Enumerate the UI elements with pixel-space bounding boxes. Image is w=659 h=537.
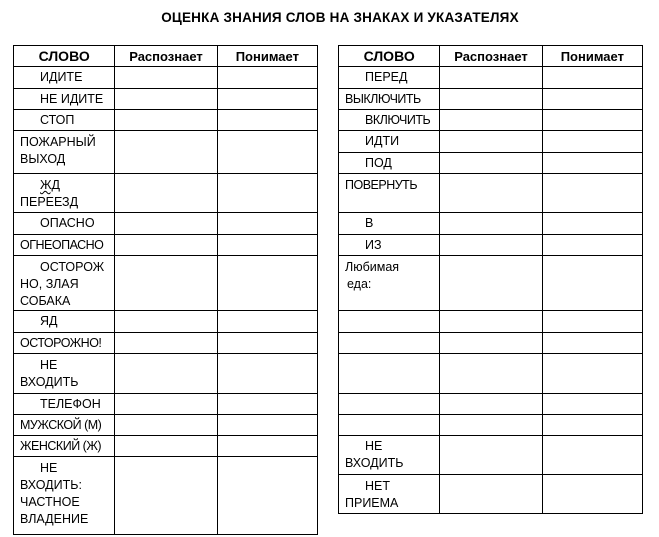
table-row xyxy=(339,67,643,89)
word-cell xyxy=(339,256,440,311)
recognizes-cell[interactable] xyxy=(440,436,542,475)
understands-cell[interactable] xyxy=(217,354,317,394)
header-understands: Понимает xyxy=(217,46,317,67)
word-cell: ИЗ xyxy=(339,235,440,256)
recognizes-cell[interactable] xyxy=(115,394,217,415)
word-cell: СТОП xyxy=(14,110,115,131)
word-cell: ИДТИ xyxy=(339,131,440,153)
word-cell: ОГНЕОПАСНО xyxy=(14,235,115,256)
word-cell: ВКЛЮЧИТЬ xyxy=(339,110,440,131)
table-row xyxy=(339,333,643,354)
word-line: ОСТОРОЖ xyxy=(40,260,105,274)
word-line: ВХОДИТЬ: xyxy=(20,478,82,492)
word-line: еда: xyxy=(347,277,372,291)
table-row xyxy=(339,174,643,213)
understands-cell[interactable] xyxy=(542,131,642,153)
understands-cell[interactable] xyxy=(542,475,642,514)
word-line: ЧАСТНОЕ xyxy=(20,495,80,509)
word-cell xyxy=(14,174,115,213)
understands-cell[interactable] xyxy=(542,174,642,213)
word-cell: ЯД xyxy=(14,311,115,333)
understands-cell[interactable] xyxy=(217,131,317,174)
table-row xyxy=(339,475,643,514)
recognizes-cell[interactable] xyxy=(440,311,542,333)
word-cell: В xyxy=(339,213,440,235)
word-line: ПЕРЕЕЗД xyxy=(20,195,79,209)
word-line: Любимая xyxy=(345,260,400,274)
table-row xyxy=(14,213,318,235)
understands-cell[interactable] xyxy=(542,311,642,333)
understands-cell[interactable] xyxy=(542,354,642,394)
table-row xyxy=(14,333,318,354)
word-line: ЖД xyxy=(40,178,61,192)
table-row xyxy=(14,457,318,535)
word-cell[interactable] xyxy=(339,354,440,394)
table-row xyxy=(339,311,643,333)
recognizes-cell[interactable] xyxy=(440,475,542,514)
understands-cell[interactable] xyxy=(217,457,317,535)
word-cell: ПЕРЕД xyxy=(339,67,440,89)
word-cell: ВЫКЛЮЧИТЬ xyxy=(339,89,440,110)
header-word: СЛОВО xyxy=(339,46,440,67)
understands-cell[interactable] xyxy=(542,153,642,174)
word-cell xyxy=(14,256,115,311)
word-cell: ЖЕНСКИЙ (Ж) xyxy=(14,436,115,457)
understands-cell[interactable] xyxy=(217,333,317,354)
word-cell xyxy=(14,457,115,535)
table-row xyxy=(339,354,643,394)
word-cell: ОСТОРОЖНО! xyxy=(14,333,115,354)
word-line: ВЫХОД xyxy=(20,152,66,166)
table-row xyxy=(339,213,643,235)
word-line: НЕ xyxy=(40,358,58,372)
table-row xyxy=(339,394,643,415)
recognizes-cell[interactable] xyxy=(115,436,217,457)
recognizes-cell[interactable] xyxy=(115,354,217,394)
word-cell: НЕ ИДИТЕ xyxy=(14,89,115,110)
table-row xyxy=(14,256,318,311)
header-recognizes: Распознает xyxy=(440,46,542,67)
recognizes-cell[interactable] xyxy=(115,235,217,256)
understands-cell[interactable] xyxy=(217,415,317,436)
understands-cell[interactable] xyxy=(217,394,317,415)
recognizes-cell[interactable] xyxy=(440,131,542,153)
recognizes-cell[interactable] xyxy=(440,333,542,354)
header-recognizes: Распознает xyxy=(115,46,217,67)
recognizes-cell[interactable] xyxy=(115,174,217,213)
table-row xyxy=(339,415,643,436)
word-line: ВЛАДЕНИЕ xyxy=(20,512,89,526)
recognizes-cell[interactable] xyxy=(440,213,542,235)
understands-cell[interactable] xyxy=(542,415,642,436)
word-cell: ОПАСНО xyxy=(14,213,115,235)
understands-cell[interactable] xyxy=(217,174,317,213)
understands-cell[interactable] xyxy=(217,89,317,110)
word-cell xyxy=(339,475,440,514)
word-cell xyxy=(14,354,115,394)
table-row xyxy=(14,415,318,436)
word-cell: ТЕЛЕФОН xyxy=(14,394,115,415)
table-row xyxy=(14,235,318,256)
word-line: ВХОДИТЬ xyxy=(20,375,79,389)
word-line: ВХОДИТЬ xyxy=(345,456,404,470)
left-word-table xyxy=(13,45,318,535)
word-line: ПОЖАРНЫЙ xyxy=(20,135,96,149)
table-row xyxy=(14,67,318,89)
recognizes-cell[interactable] xyxy=(115,110,217,131)
table-row xyxy=(14,131,318,174)
recognizes-cell[interactable] xyxy=(115,333,217,354)
recognizes-cell[interactable] xyxy=(115,415,217,436)
word-cell: ИДИТЕ xyxy=(14,67,115,89)
recognizes-cell[interactable] xyxy=(115,256,217,311)
table-row xyxy=(14,394,318,415)
recognizes-cell[interactable] xyxy=(115,131,217,174)
table-row xyxy=(14,436,318,457)
table-row xyxy=(14,174,318,213)
understands-cell[interactable] xyxy=(217,213,317,235)
right-word-table xyxy=(338,45,643,514)
word-cell[interactable] xyxy=(339,311,440,333)
table-row xyxy=(14,311,318,333)
table-row xyxy=(14,354,318,394)
recognizes-cell[interactable] xyxy=(440,153,542,174)
word-line: СОБАКА xyxy=(20,294,71,308)
understands-cell[interactable] xyxy=(542,89,642,110)
understands-cell[interactable] xyxy=(217,67,317,89)
understands-cell[interactable] xyxy=(217,311,317,333)
recognizes-cell[interactable] xyxy=(440,89,542,110)
table-row xyxy=(339,256,643,311)
recognizes-cell[interactable] xyxy=(440,110,542,131)
understands-cell[interactable] xyxy=(217,235,317,256)
word-line: НЕ xyxy=(40,461,58,475)
recognizes-cell[interactable] xyxy=(440,415,542,436)
word-cell xyxy=(339,436,440,475)
table-header-row xyxy=(339,46,643,67)
understands-cell[interactable] xyxy=(217,110,317,131)
table-row xyxy=(339,153,643,174)
recognizes-cell[interactable] xyxy=(440,67,542,89)
word-line: НЕТ xyxy=(365,479,390,493)
recognizes-cell[interactable] xyxy=(115,67,217,89)
recognizes-cell[interactable] xyxy=(440,256,542,311)
understands-cell[interactable] xyxy=(542,213,642,235)
recognizes-cell[interactable] xyxy=(115,457,217,535)
table-row xyxy=(339,131,643,153)
recognizes-cell[interactable] xyxy=(115,89,217,110)
understands-cell[interactable] xyxy=(542,333,642,354)
word-cell[interactable] xyxy=(339,333,440,354)
table-row xyxy=(14,89,318,110)
table-row xyxy=(339,110,643,131)
understands-cell[interactable] xyxy=(542,110,642,131)
understands-cell[interactable] xyxy=(542,394,642,415)
understands-cell[interactable] xyxy=(542,256,642,311)
word-cell: МУЖСКОЙ (М) xyxy=(14,415,115,436)
recognizes-cell[interactable] xyxy=(440,354,542,394)
word-cell: ПОВЕРНУТЬ xyxy=(339,174,440,213)
word-line: НЕ xyxy=(365,439,383,453)
header-word: СЛОВО xyxy=(14,46,115,67)
recognizes-cell[interactable] xyxy=(115,311,217,333)
understands-cell[interactable] xyxy=(542,436,642,475)
table-row xyxy=(339,89,643,110)
understands-cell[interactable] xyxy=(542,67,642,89)
word-cell[interactable] xyxy=(339,394,440,415)
table-header-row xyxy=(14,46,318,67)
understands-cell[interactable] xyxy=(217,436,317,457)
understands-cell[interactable] xyxy=(542,235,642,256)
table-row xyxy=(339,436,643,475)
word-line: ПРИЕМА xyxy=(345,496,399,510)
table-row xyxy=(14,110,318,131)
word-cell xyxy=(14,131,115,174)
word-line: НО, ЗЛАЯ xyxy=(20,277,79,291)
word-cell[interactable] xyxy=(339,415,440,436)
recognizes-cell[interactable] xyxy=(115,213,217,235)
header-understands: Понимает xyxy=(542,46,642,67)
recognizes-cell[interactable] xyxy=(440,394,542,415)
understands-cell[interactable] xyxy=(217,256,317,311)
recognizes-cell[interactable] xyxy=(440,235,542,256)
recognizes-cell[interactable] xyxy=(440,174,542,213)
word-cell: ПОД xyxy=(339,153,440,174)
table-row xyxy=(339,235,643,256)
document-title: ОЦЕНКА ЗНАНИЯ СЛОВ НА ЗНАКАХ И УКАЗАТЕЛЯХ xyxy=(161,10,519,25)
